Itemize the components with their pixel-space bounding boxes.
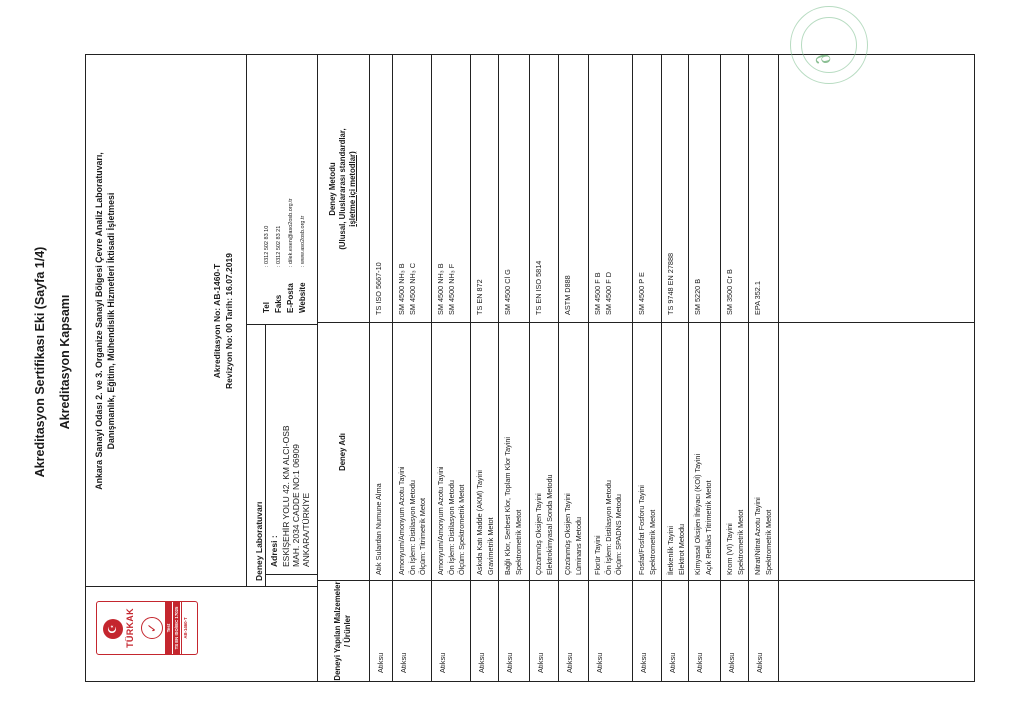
- table-cell-method: [503, 61, 514, 315]
- divider: [246, 324, 317, 325]
- table-row-border: [778, 55, 779, 681]
- table-row-border: [632, 55, 633, 681]
- test-name-line: İletkenlik Tayini: [666, 526, 675, 575]
- test-name-line: Lüminans Metodu: [573, 516, 583, 575]
- test-name-line: Amonyum/Amonyum Azotu Tayini: [436, 466, 445, 575]
- crescent-star-icon: ☪: [103, 619, 123, 639]
- test-name-line: Spektrometrik Metot: [763, 509, 773, 575]
- website-value: : www.aso2osb.org.tr: [300, 215, 306, 267]
- table-cell-test-name: [593, 327, 625, 575]
- method-line: SM 4500 F D: [603, 272, 613, 315]
- stamp-inner-ring: [801, 17, 857, 73]
- test-name-line: Fosfat/Fosfat Fosforu Tayini: [637, 485, 646, 575]
- table-row-border: [431, 55, 432, 681]
- method-line: SM 4500 NH₃ C: [407, 262, 417, 315]
- address-line: ESKİŞEHİR YOLU 42. KM ALCI-OSB: [281, 425, 291, 567]
- test-name-line: Krom (VI) Tayini: [725, 523, 734, 575]
- page-title: Akreditasyon Sertifikası Eki (Sayfa 1/4): [33, 246, 47, 478]
- table-cell-test-name: [563, 327, 584, 575]
- test-name-line: Kimyasal Oksijen İhtiyacı (KOİ) Tayini: [693, 453, 702, 575]
- table-row-border: [498, 55, 499, 681]
- test-name-line: Çözünmüş Oksijen Tayini: [563, 493, 572, 575]
- divider: [246, 55, 247, 587]
- test-name-line: Amonyum/Amonyum Azotu Tayini: [397, 466, 406, 575]
- table-cell-material: Atıksu: [755, 652, 764, 673]
- table-cell-method: [475, 61, 486, 315]
- table-cell-material: Atıksu: [565, 652, 574, 673]
- fax-value: : 0312 502 83 21: [276, 225, 282, 267]
- official-stamp: [790, 6, 868, 84]
- table-row-border: [470, 55, 471, 681]
- column-divider: [317, 322, 974, 323]
- test-name-line: Atık Sulardan Numune Alma: [374, 483, 383, 575]
- column-header-test-name: Deney Adı: [338, 433, 347, 471]
- table-cell-material: Atıksu: [438, 652, 447, 673]
- lab-type-label: Deney Laboratuvarı: [254, 501, 264, 581]
- table-cell-material: Atıksu: [536, 652, 545, 673]
- email-value: : dilek.esen@aso2osb.org.tr: [288, 198, 294, 267]
- lab-name-line1: Ankara Sanayi Odası 2. ve 3. Organize Sanayi Bölgesi Çevre Analiz Laboratuvarı,: [94, 152, 104, 490]
- method-line: SM 4500 NH₃ F: [446, 263, 456, 315]
- table-row-border: [558, 55, 559, 681]
- table-row-border: [392, 55, 393, 681]
- signature: ∂: [809, 49, 838, 69]
- lab-name-line2: Danışmanlık, Eğitim, Mühendislik Hizmetleri İktisadi İşletmesi: [106, 192, 116, 450]
- table-cell-material: Atıksu: [668, 652, 677, 673]
- table-cell-material: Atıksu: [695, 652, 704, 673]
- table-cell-method: [753, 61, 764, 315]
- test-name-line: Elektrot Metodu: [676, 523, 686, 575]
- table-row-border: [748, 55, 749, 681]
- method-line: SM 3500 Cr B: [725, 269, 734, 315]
- table-cell-method: [436, 61, 457, 315]
- table-row-border: [720, 55, 721, 681]
- logo-test-label: Test: [165, 602, 172, 654]
- table-cell-method: [397, 61, 418, 315]
- table-cell-test-name: [753, 327, 774, 575]
- method-line: TS EN ISO 5814: [534, 260, 543, 315]
- address-line: MAH. 2034 CADDE NO:1 06909: [291, 444, 301, 567]
- test-name-line: Spektrometrik Metot: [735, 509, 745, 575]
- test-name-line: Elektrokimyasal Sonda Metodu: [544, 474, 554, 575]
- table-cell-material: Atıksu: [399, 652, 408, 673]
- table-cell-method: [593, 61, 614, 315]
- test-name-line: Spektrometrik Metot: [647, 509, 657, 575]
- check-icon: ✓: [141, 617, 163, 639]
- test-name-line: Çözünmüş Oksijen Tayini: [534, 493, 543, 575]
- table-cell-method: [563, 61, 574, 315]
- table-cell-test-name: [436, 327, 468, 575]
- test-name-line: Açık Reflaks Titrimetrik Metot: [703, 480, 713, 575]
- divider: [265, 574, 317, 575]
- table-row-border: [688, 55, 689, 681]
- test-name-line: Ölçüm: Titrimetrik Metot: [418, 497, 427, 575]
- page-subtitle: Akreditasyon Kapsamı: [58, 294, 72, 430]
- turkak-logo: [96, 601, 198, 655]
- fax-label: Faks: [274, 294, 283, 313]
- table-cell-method: [534, 61, 545, 315]
- table-cell-material: Atıksu: [477, 652, 486, 673]
- address-label: Adresi :: [269, 535, 279, 567]
- column-header-method: Deney Metodu (Ulusal, Uluslararası standardlar, işletme içi metodlar): [328, 128, 357, 250]
- method-line: SM 4500 P E: [637, 272, 646, 315]
- table-row-border: [661, 55, 662, 681]
- table-cell-test-name: [475, 327, 496, 575]
- method-line: EPA 352.1: [753, 281, 762, 315]
- test-name-line: Askıda Katı Madde (AKM) Tayini: [475, 470, 484, 575]
- test-name-line: Ön İşlem: Distilasyon Metodu: [603, 480, 613, 575]
- table-row-border: [588, 55, 589, 681]
- revision-info: Revizyon No: 00 Tarih: 16.07.2019: [224, 253, 234, 389]
- table-row-border: [529, 55, 530, 681]
- table-cell-material: Atıksu: [505, 652, 514, 673]
- test-name-line: Gravimetrik Metot: [485, 517, 495, 575]
- test-name-line: Ölçüm: SPADNS Metodu: [614, 494, 623, 575]
- table-cell-method: [637, 61, 648, 315]
- table-cell-test-name: [503, 327, 524, 575]
- test-name-line: Ölçüm: Spektrometrik Metot: [457, 484, 466, 575]
- table-cell-test-name: [534, 327, 555, 575]
- table-cell-test-name: [693, 327, 714, 575]
- table-cell-method: [374, 61, 385, 315]
- method-line: TS EN 872: [475, 279, 484, 315]
- method-line: SM 4500 F B: [593, 272, 602, 315]
- table-cell-material: Atıksu: [376, 652, 385, 673]
- column-header-materials: Deneyi Yapılan Malzemeler / Ürünler: [333, 581, 352, 681]
- table-cell-test-name: [374, 327, 385, 575]
- test-name-line: Bağlı Klor, Serbest Klor, Toplam Klor Tayini: [503, 436, 512, 575]
- table-cell-material: Atıksu: [639, 652, 648, 673]
- method-line: SM 5220 B: [693, 278, 702, 315]
- table-cell-test-name: [637, 327, 658, 575]
- table-header-border: [369, 55, 370, 681]
- logo-accreditation-no: AB-1460-T: [181, 602, 189, 654]
- test-name-line: Ön İşlem: Distilasyon Metodu: [446, 480, 456, 575]
- method-line: ASTM D888: [563, 275, 572, 315]
- address-line: ANKARA/TÜRKİYE: [301, 492, 311, 567]
- table-cell-test-name: [397, 327, 429, 575]
- logo-brand: TÜRKAK: [125, 608, 135, 648]
- test-name-line: Ön İşlem: Distilasyon Metodu: [407, 480, 417, 575]
- tel-label: Tel: [262, 302, 271, 313]
- header-divider: [86, 586, 317, 587]
- table-cell-material: Atıksu: [727, 652, 736, 673]
- method-line: SM 4500 NH₃ B: [436, 263, 445, 315]
- method-line: SM 4500 Cl G: [503, 269, 512, 315]
- accreditation-number: Akreditasyon No: AB-1460-T: [212, 263, 222, 379]
- method-line: SM 4500 NH₃ B: [397, 263, 406, 315]
- method-line: TS ISO 5667-10: [374, 262, 383, 315]
- table-cell-material: Atıksu: [595, 652, 604, 673]
- table-cell-test-name: [666, 327, 687, 575]
- laboratory-name: [93, 61, 117, 581]
- table-cell-method: [666, 61, 677, 315]
- test-name-line: Nitrat/Nitrat Azotu Tayini: [753, 497, 762, 575]
- email-label: E-Posta: [286, 283, 295, 313]
- website-label: Website: [298, 282, 307, 313]
- accreditation-scope-sheet: [85, 54, 975, 682]
- method-line: TS 9748 EN 27888: [666, 252, 675, 315]
- logo-standard: TS EN ISO/IEC 17025: [173, 602, 180, 654]
- tel-value: : 0312 502 83 10: [264, 225, 270, 267]
- table-cell-method: [725, 61, 736, 315]
- divider: [265, 325, 266, 587]
- test-name-line: Spektrometrik Metot: [513, 509, 523, 575]
- table-cell-method: [693, 61, 704, 315]
- table-cell-test-name: [725, 327, 746, 575]
- column-divider: [317, 580, 974, 581]
- test-name-line: Florür Tayini: [593, 535, 602, 575]
